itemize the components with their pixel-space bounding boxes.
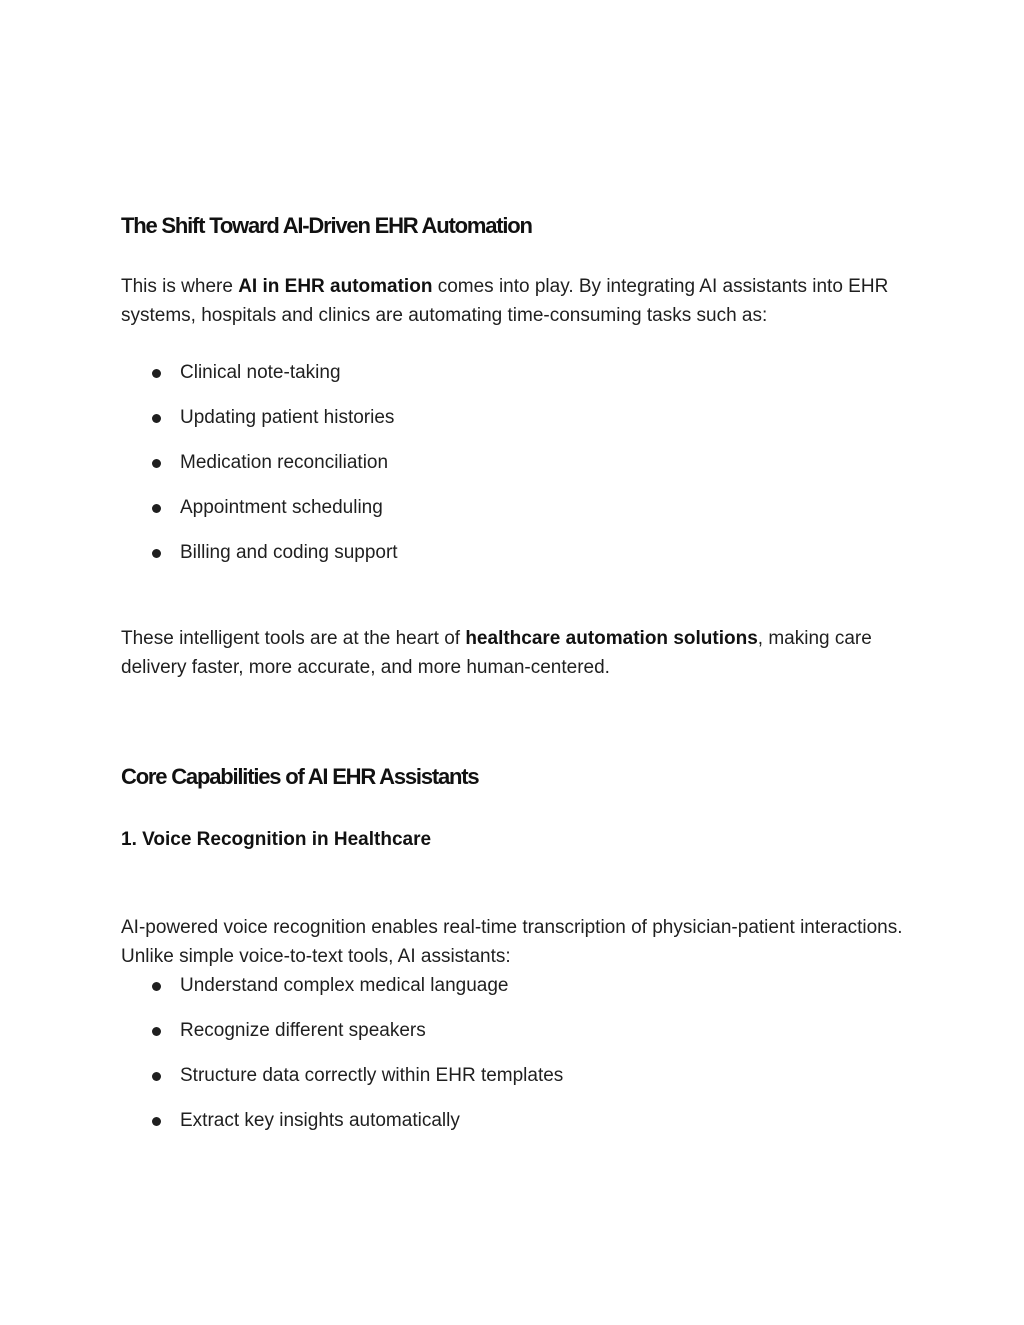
list-item-label: Appointment scheduling: [180, 497, 383, 518]
list-item: [121, 1106, 911, 1135]
list-item-label: Updating patient histories: [180, 407, 395, 428]
intro-text-after: comes into play. By integrating AI assistants into EHR systems, hospitals and clinics are automating time-consuming tasks such as:: [121, 276, 889, 326]
list-item-label: Extract key insights automatically: [180, 1110, 460, 1131]
bullet-icon: [152, 982, 161, 991]
list-item: [121, 1016, 911, 1045]
section-heading-ehr-automation: The Shift Toward AI-Driven EHR Automation: [121, 213, 532, 238]
list-item-label: Recognize different speakers: [180, 1020, 426, 1041]
bullet-icon: [152, 1027, 161, 1036]
section-heading-core-capabilities: Core Capabilities of AI EHR Assistants: [121, 764, 479, 789]
list-item: [121, 1061, 911, 1090]
task-list: [121, 358, 911, 567]
subheading-voice-recognition: 1. Voice Recognition in Healthcare: [121, 829, 432, 850]
capability-list: [121, 971, 911, 1135]
closing-text-before: These intelligent tools are at the heart of: [121, 628, 466, 649]
bullet-icon: [152, 549, 161, 558]
intro-text-before: This is where: [121, 276, 239, 297]
bullet-icon: [152, 1072, 161, 1081]
bullet-icon: [152, 459, 161, 468]
list-item: [121, 358, 911, 387]
intro-bold-term: AI in EHR automation: [238, 276, 433, 297]
intro-paragraph: [121, 272, 911, 330]
list-item-label: Billing and coding support: [180, 542, 398, 563]
list-item: [121, 403, 911, 432]
list-item-label: Structure data correctly within EHR templates: [180, 1065, 564, 1086]
list-item-label: Medication reconciliation: [180, 452, 389, 473]
bullet-icon: [152, 1117, 161, 1126]
list-item: [121, 538, 911, 567]
list-item-label: Understand complex medical language: [180, 975, 509, 996]
closing-text-after: , making care delivery faster, more accurate, and more human-centered.: [121, 628, 872, 678]
list-item-label: Clinical note-taking: [180, 362, 341, 383]
bullet-icon: [152, 504, 161, 513]
bullet-icon: [152, 414, 161, 423]
closing-bold-term: healthcare automation solutions: [465, 628, 758, 649]
list-item: [121, 493, 911, 522]
list-item: [121, 971, 911, 1000]
voice-intro-paragraph: AI-powered voice recognition enables real-time transcription of physician-patient interactions. Unlike simple voice-to-text tools, AI assistants:: [121, 917, 903, 967]
bullet-icon: [152, 369, 161, 378]
list-item: [121, 448, 911, 477]
closing-paragraph: [121, 624, 911, 682]
